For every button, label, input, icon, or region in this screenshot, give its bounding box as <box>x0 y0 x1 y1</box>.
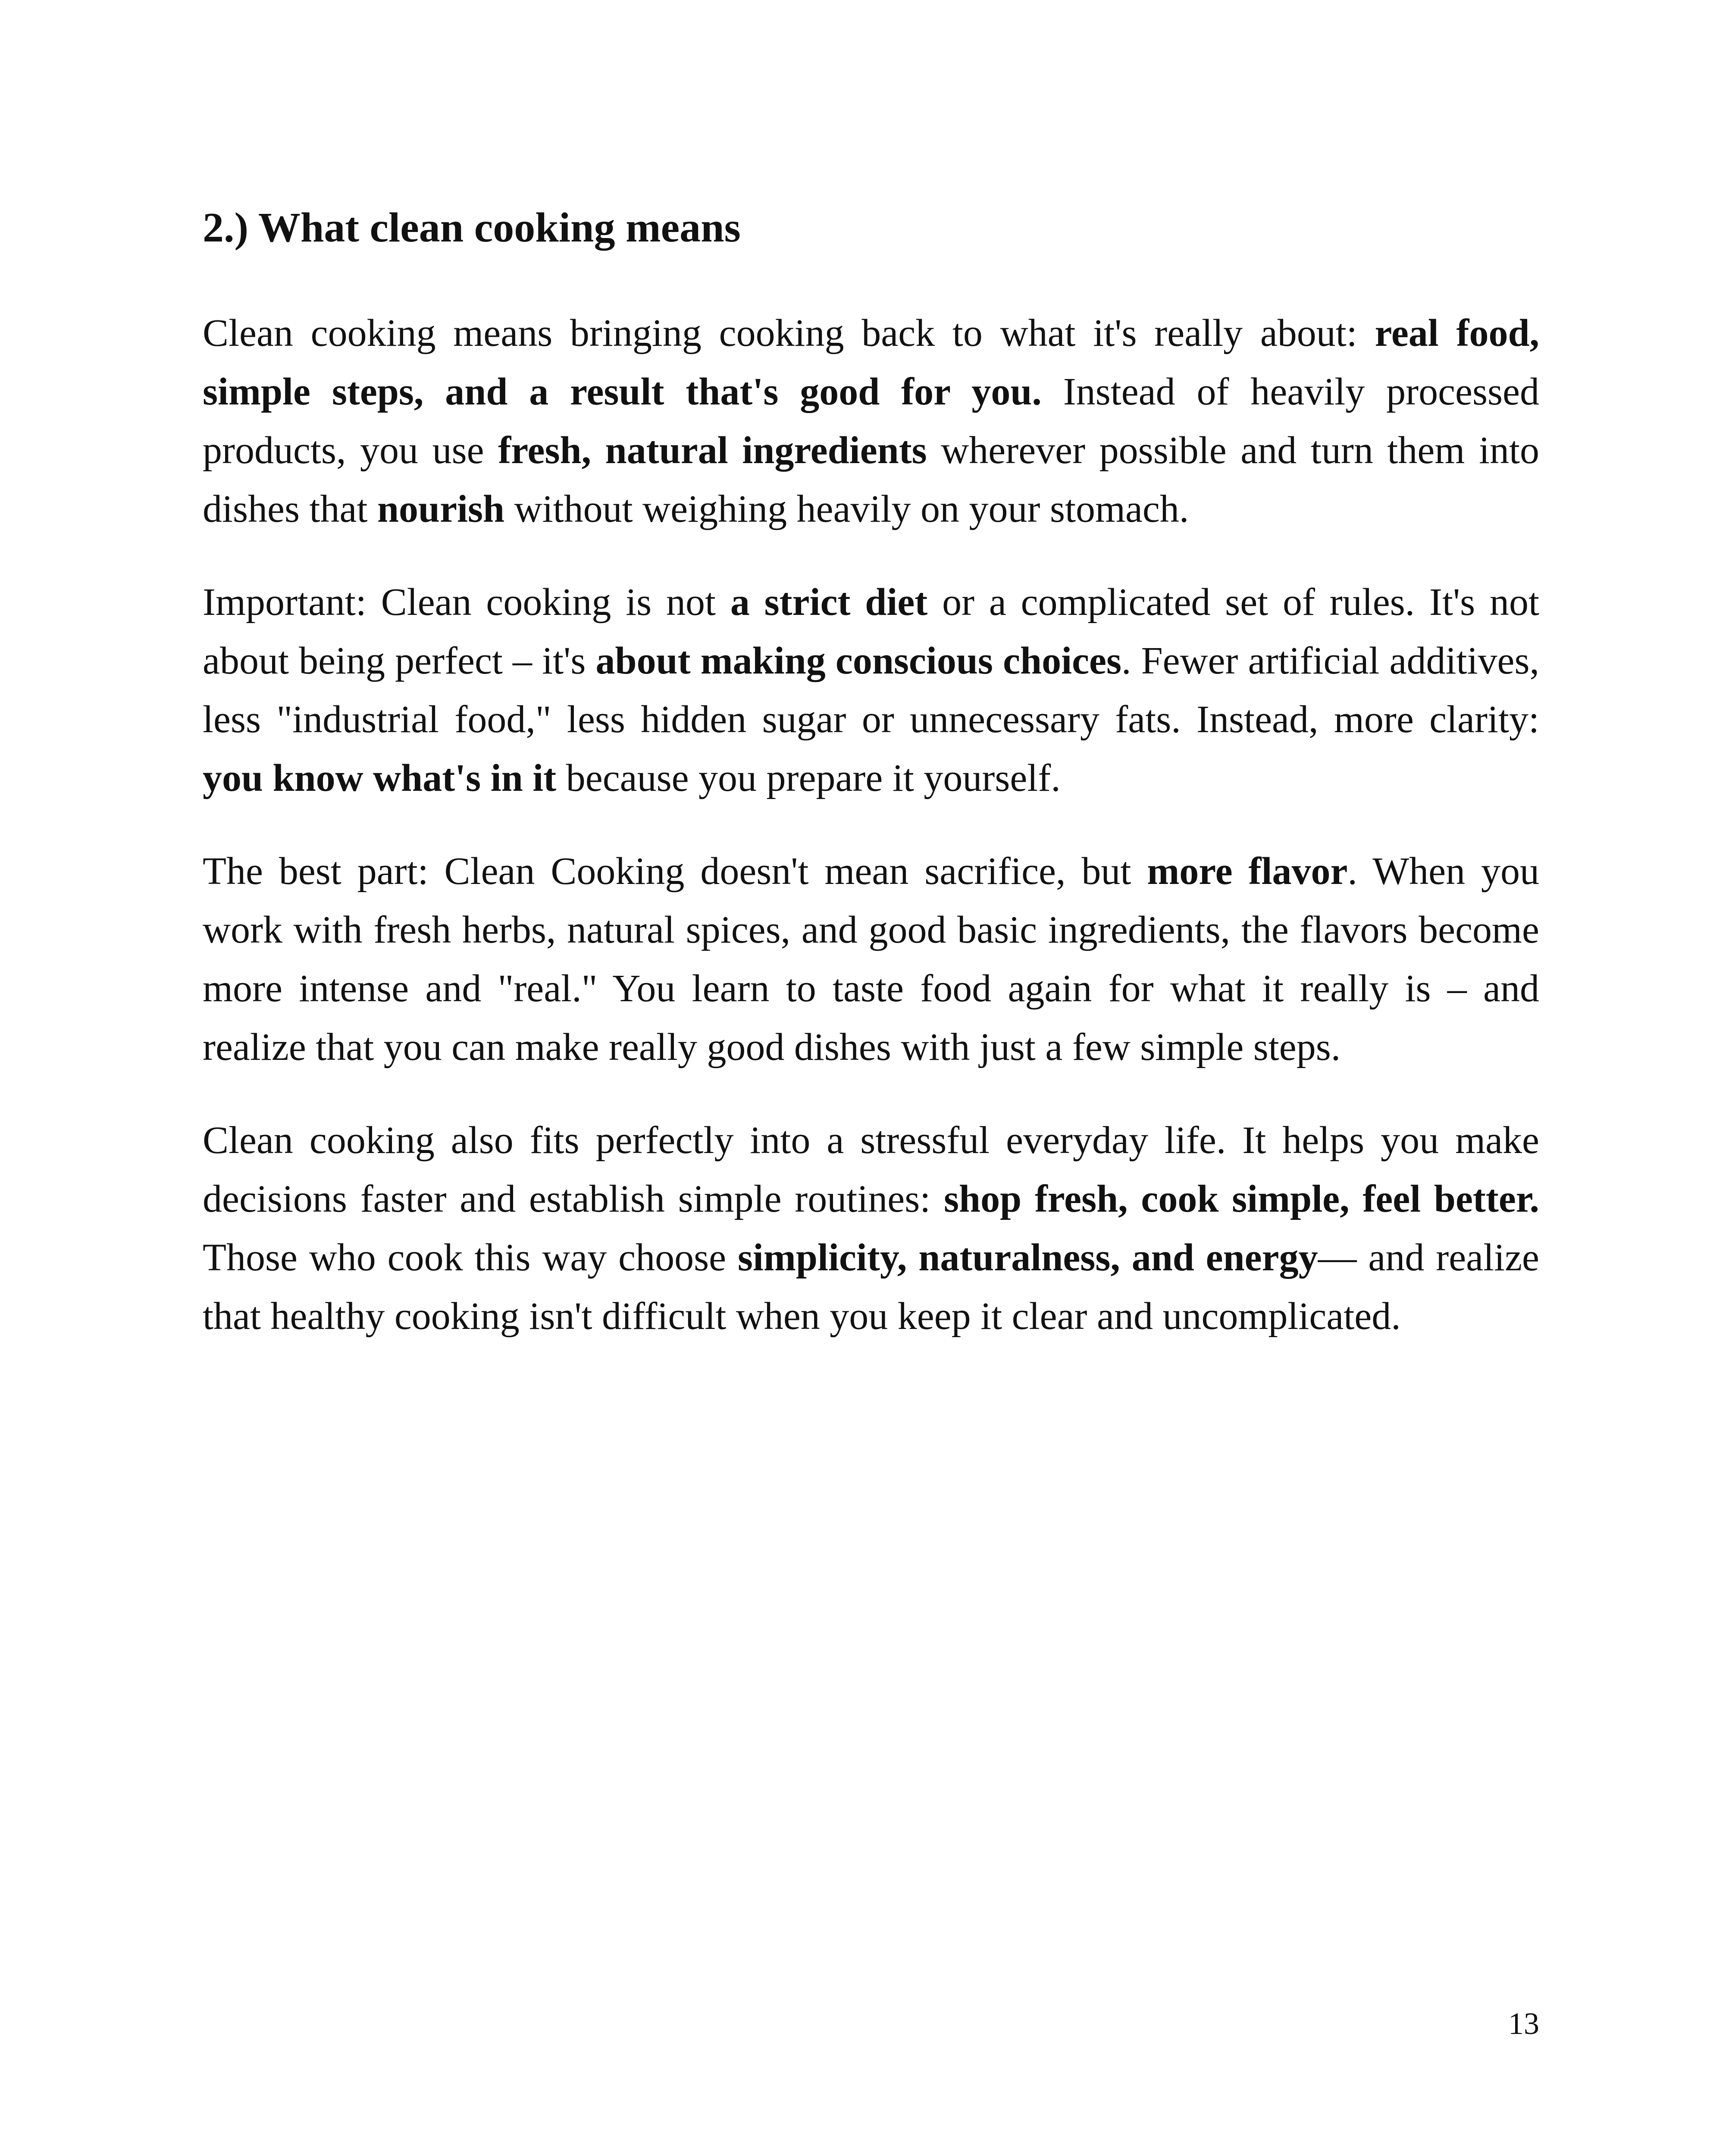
body-text-run: Clean cooking means bringing cooking back to what it's really about: <box>203 312 1375 354</box>
paragraph-everyday-life <box>203 1111 1539 1346</box>
body-text-run: Instead of heavily processed products, you use <box>203 370 1539 472</box>
body-text-run: without weighing heavily on your stomach. <box>504 488 1189 530</box>
paragraph-not-a-diet <box>203 573 1539 808</box>
emphasis-text: more flavor <box>1147 850 1348 893</box>
body-text-run: because you prepare it yourself. <box>556 757 1061 799</box>
emphasis-text: simplicity, naturalness, and energy <box>737 1236 1318 1279</box>
emphasis-text: about making conscious choices <box>595 639 1121 682</box>
emphasis-text: real food, simple steps, and a result that's good for you. <box>203 312 1540 413</box>
paragraph-clean-cooking-definition <box>203 304 1539 539</box>
body-text-run: — and realize that healthy cooking isn't difficult when you keep it clear and uncomplicated. <box>203 1236 1539 1338</box>
emphasis-text: shop fresh, cook simple, feel better. <box>943 1178 1539 1220</box>
paragraph-more-flavor <box>203 842 1539 1077</box>
body-text-run: Important: Clean cooking is not <box>203 581 730 624</box>
document-page <box>203 0 1539 2156</box>
section-heading: 2.) What clean cooking means <box>203 204 741 251</box>
body-text-run: Clean cooking also fits perfectly into a stressful everyday life. It helps you make decisions faster and establish simple routines: <box>203 1119 1539 1220</box>
emphasis-text: nourish <box>377 488 505 530</box>
body-text-run: or a complicated set of rules. It's not about being perfect – it's <box>203 581 1539 682</box>
body-text <box>203 304 1539 1380</box>
body-text-run: . Fewer artificial additives, less "industrial food," less hidden sugar or unnecessary fats. Instead, more clarity: <box>203 639 1539 741</box>
emphasis-text: a strict diet <box>730 581 928 624</box>
emphasis-text: you know what's in it <box>203 757 557 799</box>
emphasis-text: fresh, natural ingredients <box>498 429 927 472</box>
body-text-run: The best part: Clean Cooking doesn't mean sacrifice, but <box>203 850 1147 893</box>
body-text-run: Those who cook this way choose <box>203 1236 738 1279</box>
page-number: 13 <box>1508 2006 1539 2041</box>
body-text-run: wherever possible and turn them into dishes that <box>203 429 1539 530</box>
body-text-run: . When you work with fresh herbs, natural spices, and good basic ingredients, the flavors become more intense and "real." You learn to taste food again for what it really is – and realize that you can make really good dishes with just a few simple steps. <box>203 850 1539 1069</box>
